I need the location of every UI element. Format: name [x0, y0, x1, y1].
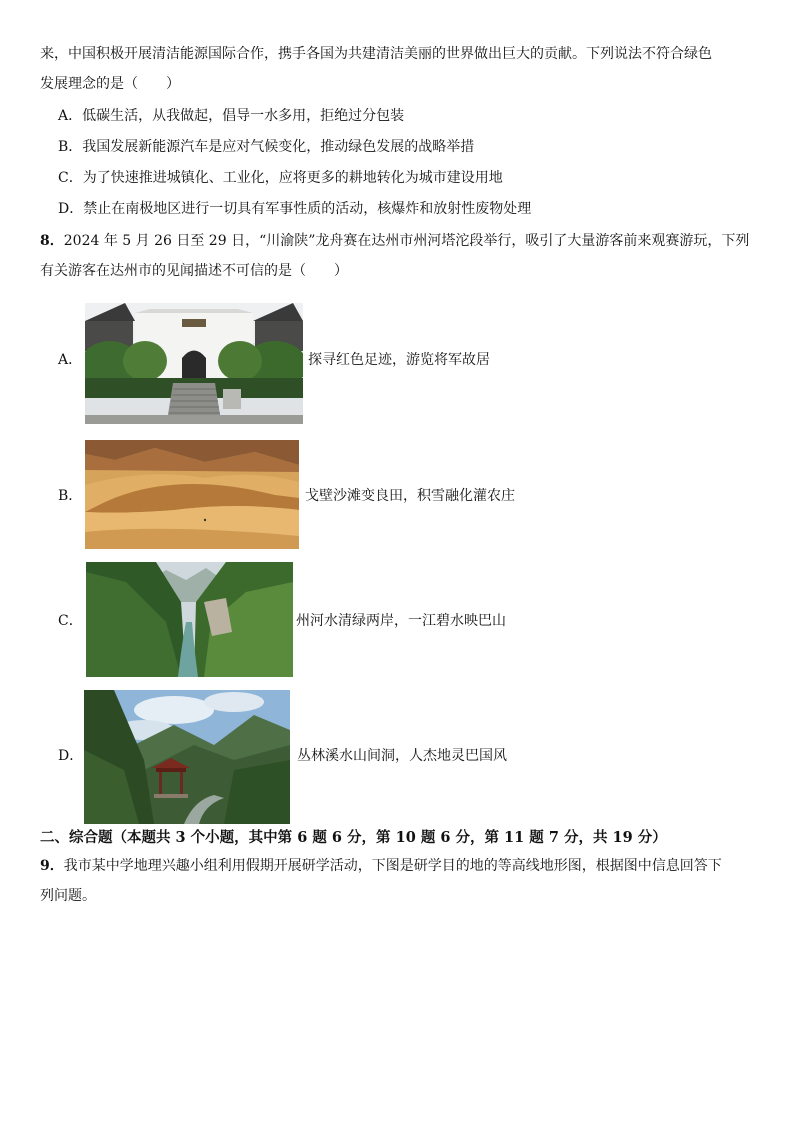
q7-option-c: [58, 168, 503, 188]
q8-option-d-label: D．: [58, 748, 84, 764]
option-label: C．: [58, 170, 83, 186]
option-label: B．: [58, 139, 83, 155]
question-number: 8．: [40, 233, 64, 249]
q7-option-b: [58, 137, 474, 157]
q8-stem-line1: [40, 231, 749, 251]
q9-stem-line2: 列问题。: [40, 888, 96, 904]
mountain-pavilion-photo: [84, 690, 290, 824]
q7-option-d: [58, 199, 531, 219]
q8-stem-text: 2024 年 5 月 26 日至 29 日，“川渝陕”龙舟赛在达州市州河塔沱段举行，吸引了大量游客前来观赛游玩，下列: [63, 233, 750, 249]
q8-option-d-caption: 丛林溪水山间洞，人杰地灵巴国风: [297, 748, 507, 764]
q8-option-c-label: C．: [58, 613, 83, 629]
q7-stem-line2: 发展理念的是（ ）: [40, 76, 180, 92]
section-title: 二、综合题（本题共 3 个小题，其中第 6 题 6 分，第 10 题 6 分，第 11 题 7 分，共 19 分）: [40, 829, 667, 846]
q7-option-a: [58, 106, 404, 126]
question-number: 9．: [40, 858, 64, 874]
q7-stem-line1: 来，中国积极开展清洁能源国际合作，携手各国为共建清洁美丽的世界做出巨大的贡献。下列说法不符合绿色: [40, 46, 712, 62]
q8-option-b-label: B．: [58, 488, 83, 504]
q9-stem-line1: [40, 856, 722, 876]
option-text: 我国发展新能源汽车是应对气候变化，推动绿色发展的战略举措: [82, 139, 475, 155]
river-gorge-photo: [86, 562, 293, 677]
option-text: 禁止在南极地区进行一切具有军事性质的活动，核爆炸和放射性废物处理: [83, 201, 532, 217]
desert-dunes-photo: [85, 440, 299, 549]
q9-stem-text: 我市某中学地理兴趣小组利用假期开展研学活动，下图是研学目的地的等高线地形图，根据图中信息回答下: [63, 858, 722, 874]
q8-stem-line2: 有关游客在达州市的见闻描述不可信的是（ ）: [40, 263, 348, 279]
q8-option-c-caption: 州河水清绿两岸，一江碧水映巴山: [296, 613, 506, 629]
q8-option-b-caption: 戈壁沙滩变良田，积雪融化灌农庄: [305, 488, 515, 504]
option-label: D．: [58, 201, 84, 217]
q8-option-a-caption: 探寻红色足迹，游览将军故居: [308, 352, 490, 368]
option-text: 为了快速推进城镇化、工业化，应将更多的耕地转化为城市建设用地: [82, 170, 503, 186]
option-text: 低碳生活，从我做起，倡导一水多用，拒绝过分包装: [82, 108, 405, 124]
option-label: A．: [58, 108, 83, 124]
q8-option-a-label: A．: [58, 352, 83, 368]
memorial-hall-photo: [85, 303, 303, 424]
